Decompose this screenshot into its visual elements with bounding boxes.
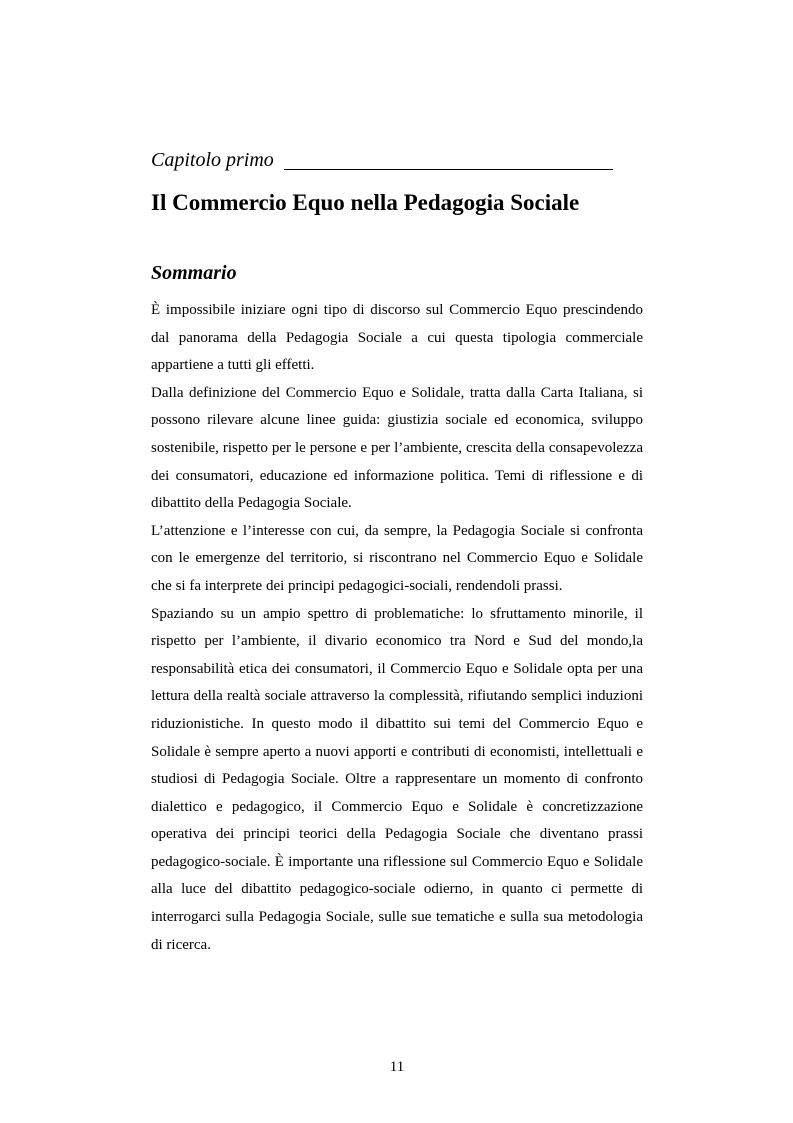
chapter-label: Capitolo primo <box>151 149 274 171</box>
section-heading: Sommario <box>151 262 237 284</box>
paragraph: L’attenzione e l’interesse con cui, da sempre, la Pedagogia Sociale si confronta con le emergenze del territorio, si riscontrano nel Commercio Equo e Solidale che si fa interprete dei principi pedagogici-sociali, rendendoli prassi. <box>151 522 643 594</box>
body-text <box>151 297 643 959</box>
paragraph: Spaziando su un ampio spettro di problematiche: lo sfruttamento minorile, il rispetto per l’ambiente, il divario economico tra Nord e Sud del mondo,la responsabilità etica dei consumatori, il Commercio Equo e Solidale opta per una lettura della realtà sociale attraverso la complessità, rifiutando semplici induzioni riduzionistiche. In questo modo il dibattito sui temi del Commercio Equo e Solidale è sempre aperto a nuovi apporti e contributi di economisti, intellettuali e studiosi di Pedagogia Sociale. Oltre a rappresentare un momento di confronto dialettico e pedagogico, il Commercio Equo e Solidale è concretizzazione operativa dei principi teorici della Pedagogia Sociale che diventano prassi pedagogico-sociale. È importante una riflessione sul Commercio Equo e Solidale alla luce del dibattito pedagogico-sociale odierno, in quanto ci permette di interrogarci sulla Pedagogia Sociale, sulle sue tematiche e sulla sua metodologia di ricerca. <box>151 605 643 953</box>
chapter-rule <box>284 169 613 170</box>
paragraph: Dalla definizione del Commercio Equo e Solidale, tratta dalla Carta Italiana, si possono rilevare alcune linee guida: giustizia sociale ed economica, sviluppo sostenibile, rispetto per le persone e per l’ambiente, crescita della consapevolezza dei consumatori, educazione ed informazione politica. Temi di riflessione e di dibattito della Pedagogia Sociale. <box>151 384 643 512</box>
chapter-title: Il Commercio Equo nella Pedagogia Sociale <box>151 190 580 215</box>
paragraph: È impossibile iniziare ogni tipo di discorso sul Commercio Equo prescindendo dal panorama della Pedagogia Sociale a cui questa tipologia commerciale appartiene a tutti gli effetti. <box>151 302 643 374</box>
page-number: 11 <box>389 1059 405 1075</box>
